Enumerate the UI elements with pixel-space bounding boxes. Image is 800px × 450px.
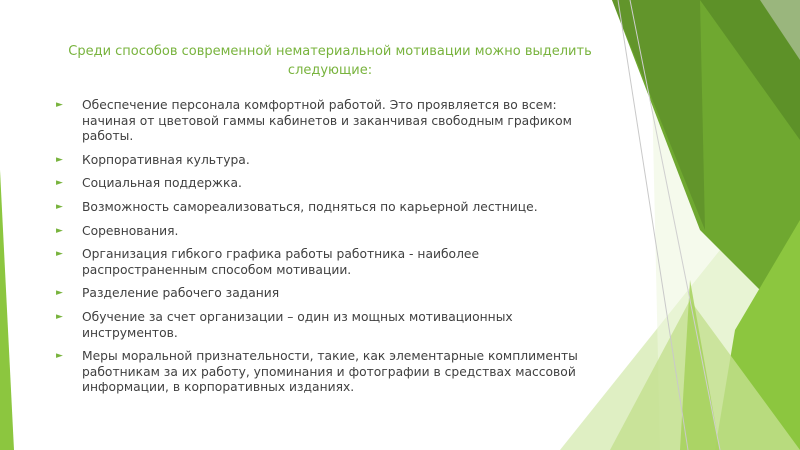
- bullet-list: [56, 98, 606, 404]
- bullet-item: [56, 176, 606, 192]
- triangle-right-icon: ►: [56, 225, 63, 236]
- bullet-text: Меры моральной признательности, такие, как элементарные комплименты работникам за их работу, упоминания и фотографии в средствах массовой информации, в корпоративных изданиях.: [82, 349, 578, 395]
- triangle-right-icon: ►: [56, 100, 63, 110]
- bullet-item: [56, 153, 606, 169]
- bullet-text: Разделение рабочего задания: [82, 286, 280, 301]
- bullet-item: [56, 200, 606, 216]
- bullet-text: Социальная поддержка.: [82, 176, 242, 191]
- triangle-right-icon: ►: [56, 288, 63, 299]
- bullet-text: Соревнования.: [82, 223, 179, 238]
- bullet-text: Обеспечение персонала комфортной работой. Это проявляется во всем: начиная от цветовой гаммы кабинетов и заканчивая свободным графиком работы.: [82, 98, 572, 144]
- bullet-item: [56, 247, 606, 278]
- triangle-right-icon: ►: [56, 154, 63, 165]
- bullet-item: [56, 224, 606, 240]
- bullet-text: Возможность самореализоваться, подняться по карьерной лестнице.: [82, 199, 538, 214]
- bullet-item: [56, 286, 606, 302]
- triangle-right-icon: ►: [56, 351, 63, 362]
- triangle-right-icon: ►: [56, 311, 63, 322]
- bullet-item: [56, 98, 606, 145]
- bullet-text: Обучение за счет организации – один из мощных мотивационных инструментов.: [82, 309, 513, 340]
- triangle-right-icon: ►: [56, 249, 63, 260]
- triangle-right-icon: ►: [56, 178, 63, 189]
- slide-title: Среди способов современной нематериальной мотивации можно выделить следующие:: [68, 44, 592, 78]
- bullet-item: [56, 310, 606, 341]
- triangle-right-icon: ►: [56, 201, 63, 212]
- left-edge-shape: [0, 170, 14, 450]
- bullet-text: Организация гибкого графика работы работника - наиболее распространенным способом мотивации.: [82, 247, 480, 277]
- bullet-text: Корпоративная культура.: [82, 152, 250, 167]
- bullet-item: [56, 349, 606, 396]
